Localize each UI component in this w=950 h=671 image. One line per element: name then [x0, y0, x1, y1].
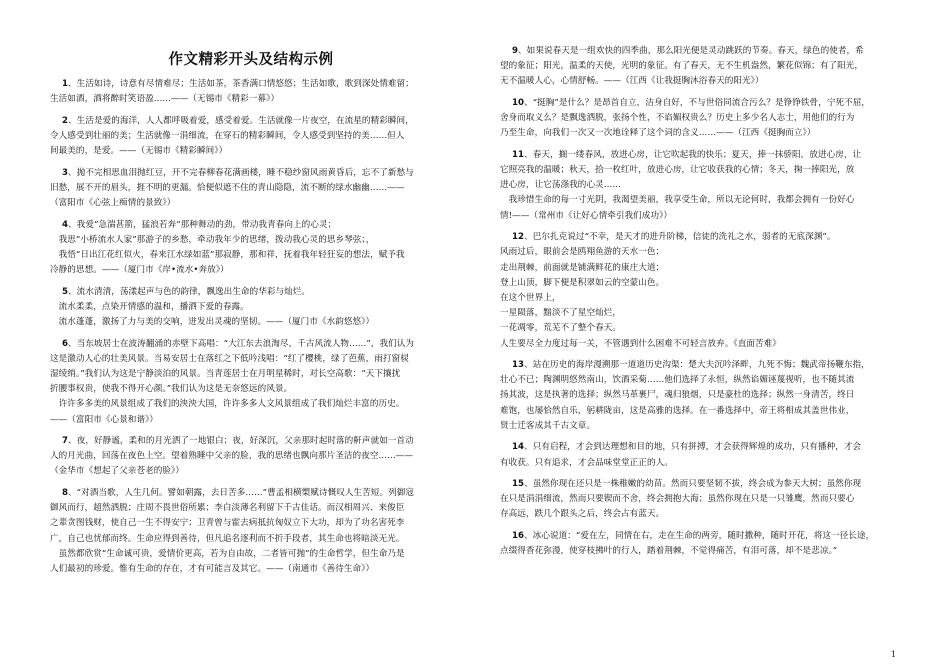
paragraph-number: 10: [512, 97, 525, 108]
paragraph-text: 、如果说春天是一组欢快的四季曲，那么阳光便是灵动跳跃的节奏。春天，绿色的使者，希: [518, 46, 864, 56]
paragraph-text: 、“挺胸”是什么？是昂首自立，洁身自好，不与世俗同流合污么？是铮铮铁骨，宁死不屈，: [524, 97, 871, 108]
paragraph-text: 、春天，搁一缕春风，放进心房，让它吹起我的快乐；夏天，捧一抹骄阳，放进心房，让: [524, 149, 862, 160]
paragraph-text: 、流水清清，荡漾起声与色的韵律，飘逸出生命的华彩与灿烂。: [68, 286, 311, 297]
paragraph-number: 6: [62, 338, 69, 349]
paragraph-14: [500, 440, 900, 470]
paragraph-text: 、我爱“急湍甚箭，猛浪若奔”那种舞动的劲，带动我青春向上的心灵；: [68, 219, 337, 230]
paragraph-text: 、生活如诗，诗意有尽情难尽；生活如茶，茶香满口情悠悠；生活如歌，歌到深处情难留；: [68, 79, 414, 89]
left-column: [50, 44, 452, 583]
paragraph-number: 7: [62, 436, 69, 447]
paragraph-line: 人们最初的珍爱。惟有生命的存在，才有可能言及其它。——（南通市《善待生命》）: [50, 563, 375, 574]
paragraph-12: [500, 230, 900, 352]
paragraph-line: [50, 166, 452, 181]
paragraph-line: （金华市《想起了父亲苍老的脸》）: [50, 466, 185, 477]
paragraph-line: [500, 477, 900, 492]
paragraph-line: 点缀得香花弥漫，使穿枝拂叶的行人，踏着荆棘，不觉得痛苦，有泪可落，却不是悲凉。”: [500, 546, 838, 557]
paragraph-line: 走出荆棘，前面就是铺满鲜花的康庄大道；: [500, 262, 665, 273]
paragraph-number: 1: [62, 79, 69, 89]
paragraph-line: [50, 218, 452, 233]
paragraph-text: 、虽然你现在还只是一株稚嫩的幼苗。然而只要坚韧不拔，终会成为参天大树；虽然你现: [524, 479, 862, 490]
paragraph-line: 之辈贪图钱财，使自己一生不得安宁；卫青曾与霍去病抵抗匈奴立下大功，却为了功名害死李: [50, 518, 405, 529]
paragraph-line: 人生要尽全力度过每一关，不管遇到什么困难不可轻言放弃。《直面苦难》: [500, 338, 781, 349]
paragraph-line: （富阳市《心弦上痴情的景致》）: [50, 198, 176, 209]
paragraph-line: [50, 337, 452, 352]
paragraph-line: [500, 230, 900, 245]
paragraph-line: 情!——（常州市《让好心情牵引我们成功》）: [500, 210, 673, 221]
paragraph-line: 在这个世界上，: [500, 292, 561, 303]
paragraph-number: 3: [62, 167, 69, 178]
paragraph-text: 、夜，好静谧，柔和的月光洒了一地银白；夜，好深沉，父亲那时起时落的鼾声就如一首动: [68, 436, 414, 447]
paragraph-line: 它照亮我的温暖；秋天，拾一枚红叶，放进心房，让它收获我的心情；冬天，掬一捧阳光，放: [500, 165, 855, 176]
paragraph-line: 旧愁，展不开的眉头，捱不明的更漏。恰便似遮不住的青山隐隐，流不断的绿水幽幽……——: [50, 182, 405, 193]
paragraph-text: 、当东坡居士在波涛翻涌的赤壁下高唱：“大江东去浪淘尽，千古风流人物……”，我们认为: [68, 338, 415, 349]
paragraph-13: [500, 358, 900, 434]
paragraph-2: [50, 114, 452, 160]
paragraph-line: [500, 529, 900, 544]
paragraph-line: 流水蓬蓬，激扬了力与美的交响，迸发出灵魂的坚韧。——（厦门市《水韵悠悠》）: [50, 317, 375, 328]
paragraph-line: 望的象征；阳光，温柔的天使，光明的象征。有了春天，无不生机盎然，繁花似锦；有了阳光，: [500, 61, 864, 72]
paragraph-text: 、“对酒当歌，人生几何。譬如朝露，去日苦多……”曹孟相横槊赋诗慨叹人生苦短。列御寇: [68, 487, 415, 498]
paragraph-line: 一星陨落，黯淡不了星空灿烂，: [500, 308, 622, 319]
paragraph-1: [50, 77, 452, 107]
paragraph-number: 9: [512, 46, 519, 56]
paragraph-line: 生活如酒，酒将醉时笑语盈……——（无锡市《精彩一幕》）: [50, 94, 280, 105]
paragraph-number: 11: [512, 149, 525, 160]
paragraph-15: [500, 477, 900, 523]
paragraph-line: 登上山顶，脚下便是积翠如云的空蒙山色。: [500, 277, 665, 288]
paragraph-line: ——（富阳市《心景和谐》）: [50, 414, 159, 425]
paragraph-line: 流水柔柔，点染开情感的温和，播洒下爱的春露。: [50, 301, 249, 312]
paragraph-4: [50, 218, 452, 279]
paragraph-line: 风雨过后，眼前会是鸥翔鱼游的天水一色；: [500, 247, 665, 258]
paragraph-16: [500, 529, 900, 559]
document-title: 作文精彩开头及结构示例: [168, 52, 334, 68]
paragraph-line: [50, 114, 452, 129]
paragraph-line: 广，自己也忧郁而终。生命应得到善待，但凡追名逐利而不折手段者，其生命也将暗淡无光。: [50, 533, 405, 544]
paragraph-line: 舍身而取义么？是飘逸洒脱，张扬个性，不谄媚权贵么？历史上多少名人志士，用他们的行为: [500, 113, 855, 124]
paragraph-line: 一花凋零，荒芜不了整个春天。: [500, 323, 622, 334]
paragraph-line: 壮心不已；陶渊明悠然南山，饮酒采菊……他们选择了永恒，纵然谄媚诬蔑视听，也不随其流: [500, 375, 855, 386]
paragraph-line: 这是激动人心的壮美风景。当易安居士在落红之下低吟浅唱：“红了樱桃，绿了芭蕉，雨打窗棂: [50, 353, 409, 364]
paragraph-line: [500, 96, 900, 111]
paragraph-line: 有收获。只有追求，才会品味堂堂正正的人。: [500, 457, 673, 468]
paragraph-number: 15: [512, 479, 525, 490]
paragraph-line: 令人感受到壮丽的美；生活就像一涓细流，在穿石的精彩瞬间，令人感受到坚持的美……但人: [50, 130, 405, 141]
paragraph-line: 乃至生命，向我们一次又一次地诠释了这个词的含义……——（江西《挺胸而立》）: [500, 128, 816, 139]
paragraph-line: 间最美的，是爱。——（无锡市《精彩瞬间》）: [50, 146, 228, 157]
paragraph-10: [500, 96, 900, 142]
paragraph-9: [500, 44, 900, 90]
paragraph-gap: [500, 559, 900, 565]
paragraph-6: [50, 337, 452, 428]
paragraph-line: 扬其波，这是执著的选择；纵然马革裹尸，魂归狼烟，只是豪杜的选择；纵然一身清苦，终日: [500, 390, 855, 401]
paragraph-line: 我珍惜生命的每一寸光阴，我渴望美丽，我享受生命，所以无论何时，我都会拥有一份好心: [500, 195, 855, 206]
paragraph-number: 14: [512, 442, 525, 453]
paragraph-line: 进心房，让它荡涤我的心灵……: [500, 180, 622, 191]
paragraph-line: 在只是涓涓细流，然而只要锲而不舍，终会拥抱大海；虽然你现在只是一只雏鹰，然而只要心: [500, 494, 855, 505]
paragraph-line: [500, 44, 900, 59]
paragraph-line: 湿绫绡。”我们认为这是宁静淡泊的风景。当青莲居士在月明星稀时，对长空高歌：“天下攘扰: [50, 368, 401, 379]
paragraph-line: 存高远，跌几个跟头之后，终会占有蓝天。: [500, 509, 665, 520]
paragraph-text: 、生活是爱的海洋，人人都呼吸着爱，感受着爱。生活就像一片夜空，在流星的精彩瞬间，: [68, 115, 414, 126]
paragraph-line: [50, 285, 452, 300]
paragraph-text: 、冰心说道：“爱在左，同情在右，走在生命的两旁，随时撒种，随时开花，将这一径长途，: [524, 530, 875, 541]
column-top-spacer: [50, 44, 452, 77]
paragraph-number: 16: [512, 530, 525, 541]
paragraph-line: 许许多多美的风景组成了我们的泱泱大国，许许多多人文风景组成了我们灿烂丰富的历史。: [50, 399, 405, 410]
paragraph-line: 贤士迁客成其千古文章。: [500, 420, 596, 431]
paragraph-line: 人的月光曲，回荡在夜色上空。望着熟睡中父亲的脸，我的思绪也飘向那片圣洁的夜空……——: [50, 451, 414, 462]
paragraph-line: [50, 486, 452, 501]
paragraph-11: [500, 148, 900, 224]
paragraph-text: 、抛不完相思血泪抛红豆，开不完春柳春花满画楼，睡不稳纱窗风雨黄昏后，忘不了新愁与: [68, 167, 414, 178]
paragraph-number: 4: [62, 219, 69, 230]
paragraph-number: 13: [512, 360, 525, 371]
paragraph-line: [50, 434, 452, 449]
paragraph-number: 12: [512, 232, 525, 243]
paragraph-line: [500, 440, 900, 455]
paragraph-gap: [50, 577, 452, 583]
paragraph-line: [500, 358, 900, 373]
paragraph-text: 、巴尔扎克说过“不幸，是天才的进升阶梯，信徒的洗礼之水，弱者的无底深渊”。: [524, 232, 836, 243]
right-column: [500, 44, 900, 566]
paragraph-text: 、只有启程，才会到达理想和目的地，只有拼搏，才会获得辉煌的成功，只有播种，才会: [524, 442, 862, 453]
paragraph-8: [50, 486, 452, 577]
paragraph-line: 无不温暖人心，心情舒畅。——（江西《让我挺胸沐浴春天的阳光》）: [500, 76, 764, 87]
paragraph-line: 冷静的思想。——（厦门市《岸•流水•奔放》）: [50, 265, 229, 276]
paragraph-5: [50, 285, 452, 331]
paragraph-line: 御风而行，超然洒脱；庄周不畏世俗所累；李白淡薄名利留下千古佳话。而汉相周兴、来俊臣: [50, 503, 405, 514]
paragraph-line: 我悟“日出江花红似火，春来江水绿如蓝”那寂静，那和祥，抚着我年轻狂妄的想法，赋予我: [50, 249, 405, 260]
paragraph-line: [500, 148, 900, 163]
paragraph-line: 难饱，也屡恰然自乐，躬耕陇亩，这是高雅的选择。在一番选择中，帝王将相成其盖世伟业，: [500, 405, 855, 416]
paragraph-line: 虽然都欣赏“生命诚可贵，爱情价更高，若为自由故，二者皆可抛”的生命哲学，但生命乃是: [50, 548, 405, 559]
paragraph-line: 我思“小桥流水人家”那游子的乡愁，牵动我年少的思绪，拨动我心灵的思乡琴弦；，: [50, 234, 375, 245]
paragraph-3: [50, 166, 452, 212]
paragraph-number: 8: [62, 487, 69, 498]
paragraph-number: 2: [62, 115, 69, 126]
paragraph-text: 、站在历史的海岸漫溯那一道道历史沟渠：楚大夫沉吟泽畔，九死不悔；魏武帝扬鞭东指，: [524, 360, 870, 371]
paragraph-7: [50, 434, 452, 480]
page-number: 1: [890, 650, 896, 659]
paragraph-number: 5: [62, 286, 69, 297]
paragraph-line: [50, 77, 452, 92]
paragraph-line: 折腰事权贵，使我不得开心颜。”我们认为这是无奈悠远的风景。: [50, 384, 293, 395]
